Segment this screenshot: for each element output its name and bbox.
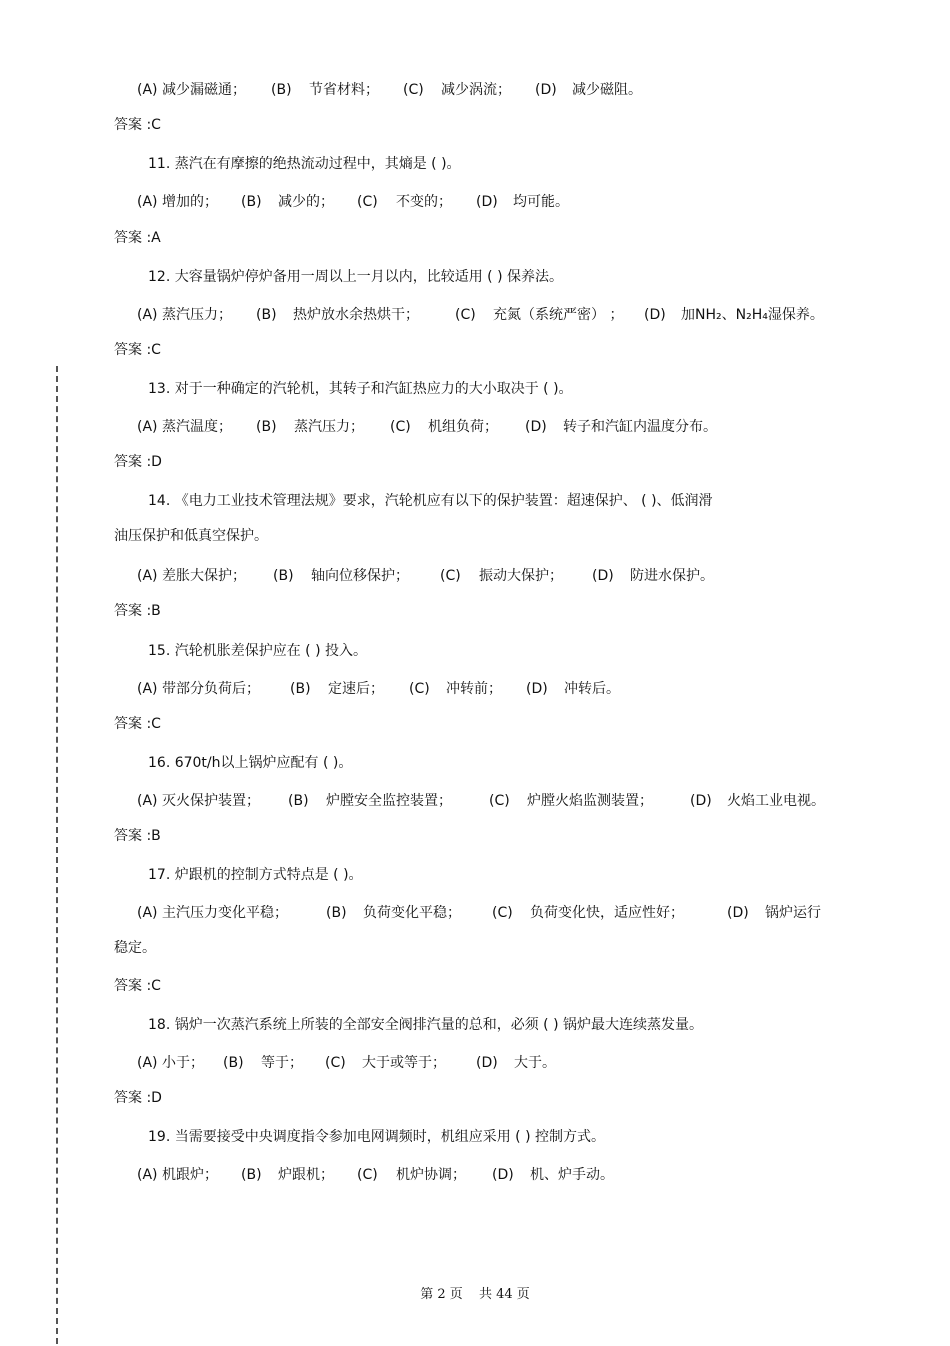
option-d-letter: (D) — [535, 82, 557, 98]
option-b: 定速后； — [328, 681, 384, 697]
option-d-letter: (D) — [492, 1167, 514, 1183]
option-b-letter: (B) — [271, 82, 292, 98]
option-c-letter: (C) — [357, 1167, 378, 1183]
answer-16: 答案 :B — [114, 828, 161, 844]
option-c-letter: (C) — [455, 307, 476, 323]
answer-14: 答案 :B — [114, 603, 161, 619]
option-a: (A) 带部分负荷后； — [137, 681, 260, 697]
option-a: (A) 小于； — [137, 1055, 204, 1071]
option-a: (A) 蒸汽温度； — [137, 419, 232, 435]
option-c: 负荷变化快，适应性好； — [530, 905, 684, 921]
option-b: 炉跟机； — [278, 1167, 334, 1183]
option-c-letter: (C) — [390, 419, 411, 435]
question-14: 14. 《电力工业技术管理法规》要求，汽轮机应有以下的保护装置：超速保护、 ( )、低润滑 — [148, 493, 713, 509]
question-12: 12. 大容量锅炉停炉备用一周以上一月以内，比较适用 ( ) 保养法。 — [148, 269, 563, 285]
option-c-letter: (C) — [409, 681, 430, 697]
question-16: 16. 670t/h以上锅炉应配有 ( )。 — [148, 755, 353, 771]
option-d: 减少磁阻。 — [572, 82, 642, 98]
question-15: 15. 汽轮机胀差保护应在 ( ) 投入。 — [148, 643, 367, 659]
option-c: 冲转前； — [446, 681, 502, 697]
option-d: 防进水保护。 — [630, 568, 714, 584]
option-d-letter: (D) — [727, 905, 749, 921]
option-c: 不变的； — [396, 194, 452, 210]
option-b-letter: (B) — [273, 568, 294, 584]
option-b-letter: (B) — [256, 307, 277, 323]
option-c: 机组负荷； — [428, 419, 498, 435]
option-d-letter: (D) — [525, 419, 547, 435]
option-d: 大于。 — [514, 1055, 556, 1071]
option-b: 等于； — [261, 1055, 303, 1071]
option-b: 节省材料； — [309, 82, 379, 98]
option-c-letter: (C) — [492, 905, 513, 921]
option-c-letter: (C) — [403, 82, 424, 98]
option-d: 冲转后。 — [564, 681, 620, 697]
option-c: 大于或等于； — [362, 1055, 446, 1071]
option-d: 加NH₂、N₂H₄湿保养。 — [681, 307, 824, 323]
option-b: 轴向位移保护； — [311, 568, 409, 584]
option-b-letter: (B) — [223, 1055, 244, 1071]
option-b-letter: (B) — [256, 419, 277, 435]
option-c: 减少涡流； — [441, 82, 511, 98]
option-a: (A) 减少漏磁通； — [137, 82, 246, 98]
answer-18: 答案 :D — [114, 1090, 162, 1106]
option-a: (A) 机跟炉； — [137, 1167, 218, 1183]
question-14-continued: 油压保护和低真空保护。 — [114, 528, 268, 544]
binding-margin-dashed-line — [56, 366, 58, 1344]
option-b-letter: (B) — [241, 194, 262, 210]
option-b-letter: (B) — [288, 793, 309, 809]
option-d: 锅炉运行 — [765, 905, 821, 921]
question-11: 11. 蒸汽在有摩擦的绝热流动过程中，其熵是 ( )。 — [148, 156, 461, 172]
page-number: 第 2 页 — [420, 1287, 463, 1302]
option-b-letter: (B) — [326, 905, 347, 921]
question-19: 19. 当需要接受中央调度指令参加电网调频时，机组应采用 ( ) 控制方式。 — [148, 1129, 605, 1145]
option-a: (A) 灭火保护装置； — [137, 793, 260, 809]
option-c: 振动大保护； — [479, 568, 563, 584]
option-a: (A) 差胀大保护； — [137, 568, 246, 584]
option-d-letter: (D) — [526, 681, 548, 697]
question-17: 17. 炉跟机的控制方式特点是 ( )。 — [148, 867, 363, 883]
option-b-letter: (B) — [241, 1167, 262, 1183]
option-c-letter: (C) — [440, 568, 461, 584]
option-d-letter: (D) — [476, 1055, 498, 1071]
option-c-letter: (C) — [357, 194, 378, 210]
option-a: (A) 蒸汽压力； — [137, 307, 232, 323]
option-d: 转子和汽缸内温度分布。 — [563, 419, 717, 435]
option-d-letter: (D) — [690, 793, 712, 809]
option-c-letter: (C) — [325, 1055, 346, 1071]
answer-10: 答案 :C — [114, 117, 161, 133]
total-pages: 共 44 页 — [478, 1287, 530, 1302]
option-a: (A) 增加的； — [137, 194, 218, 210]
option-d-letter: (D) — [644, 307, 666, 323]
option-b: 负荷变化平稳； — [363, 905, 461, 921]
option-d: 火焰工业电视。 — [727, 793, 825, 809]
options-17-continued: 稳定。 — [114, 940, 156, 956]
option-d-letter: (D) — [592, 568, 614, 584]
question-18: 18. 锅炉一次蒸汽系统上所装的全部安全阀排汽量的总和，必须 ( ) 锅炉最大连续蒸发量。 — [148, 1017, 703, 1033]
option-c: 机炉协调； — [396, 1167, 466, 1183]
option-c: 充氮（系统严密） ； — [493, 307, 624, 323]
option-b-letter: (B) — [290, 681, 311, 697]
page-footer — [0, 1283, 950, 1302]
answer-17: 答案 :C — [114, 978, 161, 994]
option-b: 热炉放水余热烘干； — [293, 307, 419, 323]
answer-15: 答案 :C — [114, 716, 161, 732]
option-b: 减少的； — [278, 194, 334, 210]
option-c: 炉膛火焰监测装置； — [527, 793, 653, 809]
option-d: 均可能。 — [513, 194, 569, 210]
option-d-letter: (D) — [476, 194, 498, 210]
option-b: 炉膛安全监控装置； — [326, 793, 452, 809]
answer-12: 答案 :C — [114, 342, 161, 358]
option-d: 机、炉手动。 — [530, 1167, 614, 1183]
option-c-letter: (C) — [489, 793, 510, 809]
option-a: (A) 主汽压力变化平稳； — [137, 905, 288, 921]
question-13: 13. 对于一种确定的汽轮机，其转子和汽缸热应力的大小取决于 ( )。 — [148, 381, 573, 397]
option-b: 蒸汽压力； — [294, 419, 364, 435]
answer-13: 答案 :D — [114, 454, 162, 470]
answer-11: 答案 :A — [114, 230, 161, 246]
